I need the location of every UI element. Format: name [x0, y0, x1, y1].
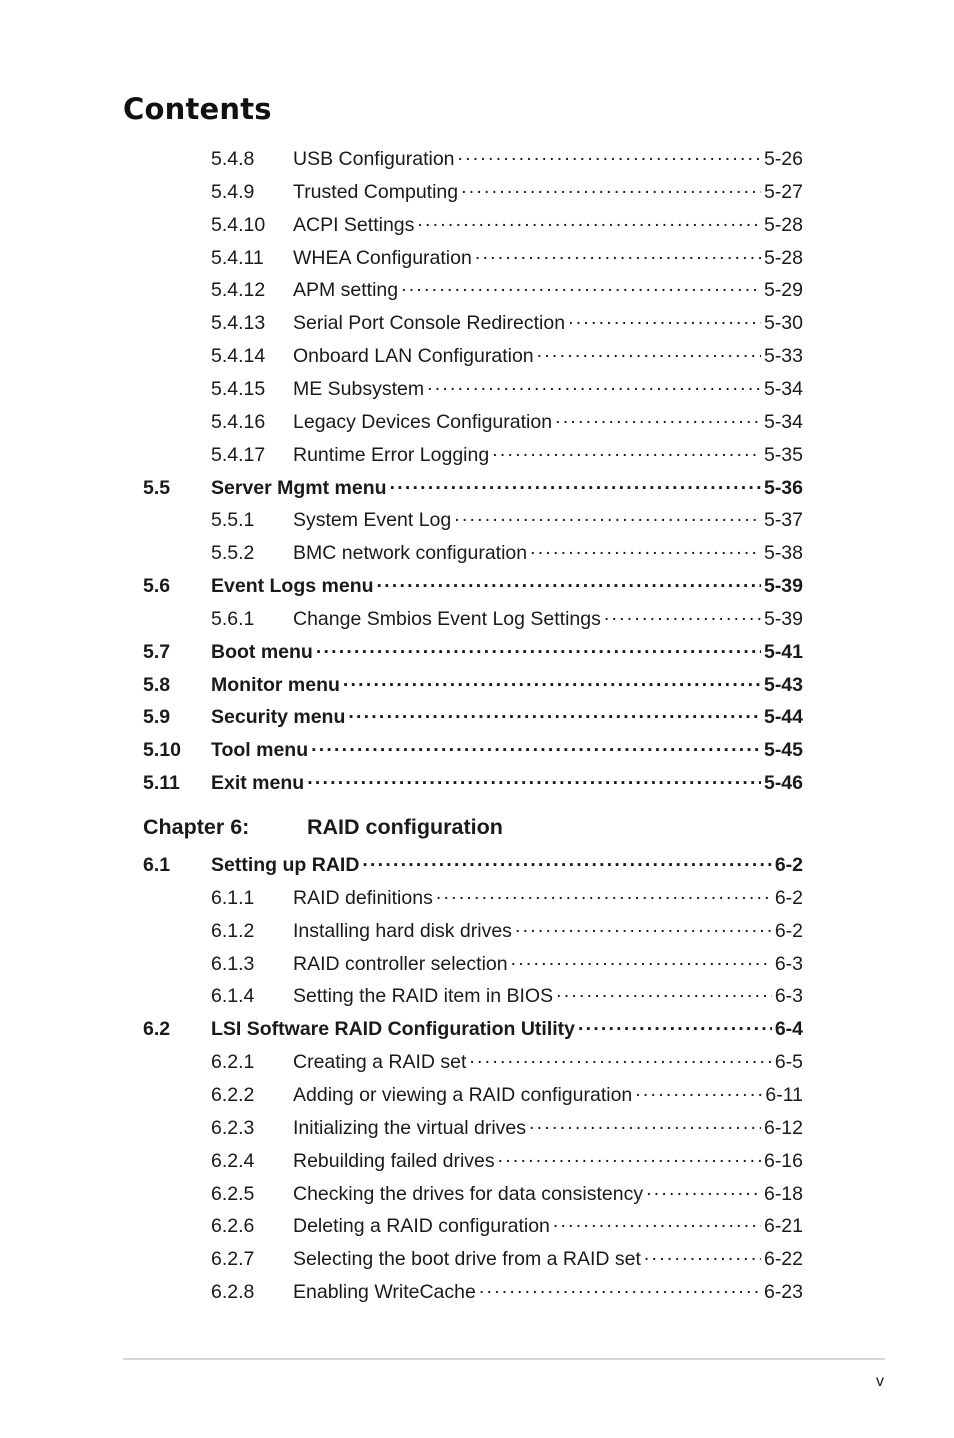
- toc-section-row[interactable]: [0, 637, 954, 667]
- toc-entry-title: Enabling WriteCache: [293, 1281, 476, 1304]
- toc-entry: [211, 670, 803, 700]
- toc-entry: [293, 308, 803, 338]
- toc-entry: [293, 341, 803, 371]
- toc-entry-number: 6.2.6: [211, 1215, 255, 1238]
- toc-entry-number: 5.4.15: [211, 377, 266, 400]
- toc-entry-number: 6.2.1: [211, 1051, 255, 1074]
- dot-leader: [362, 851, 771, 871]
- toc-entry-number: 6.2: [143, 1018, 171, 1041]
- toc-entry: [293, 1080, 803, 1110]
- toc-entry-number: 5.4.9: [211, 180, 255, 203]
- toc-subsection-row[interactable]: [0, 144, 954, 174]
- toc-entry-title: RAID definitions: [293, 886, 433, 909]
- toc-entry-page: 5-35: [763, 443, 803, 466]
- dot-leader: [377, 572, 761, 592]
- toc-entry-number: 5.8: [143, 673, 171, 696]
- toc-subsection-row[interactable]: [0, 210, 954, 240]
- dot-leader: [458, 145, 761, 165]
- toc-subsection-row[interactable]: [0, 341, 954, 371]
- toc-entry-title: WHEA Configuration: [293, 246, 472, 269]
- dot-leader: [348, 703, 761, 723]
- chapter-name: RAID configuration: [307, 815, 503, 839]
- toc-entry: [293, 440, 803, 470]
- dot-leader: [529, 1114, 761, 1134]
- toc-section-row[interactable]: [0, 1014, 954, 1044]
- toc-entry-page: 5-43: [763, 673, 803, 696]
- dot-leader: [307, 769, 761, 789]
- toc-entry-number: 6.2.8: [211, 1281, 255, 1304]
- toc-entry: [211, 637, 803, 667]
- dot-leader: [635, 1081, 762, 1101]
- toc-entry-number: 5.6.1: [211, 607, 255, 630]
- toc-entry-number: 6.2.2: [211, 1083, 255, 1106]
- toc-entry-title: Tool menu: [211, 739, 309, 762]
- toc-entry-number: 6.2.3: [211, 1116, 255, 1139]
- toc-subsection-row[interactable]: [0, 1113, 954, 1143]
- toc-subsection-row[interactable]: [0, 407, 954, 437]
- toc-entry-page: 5-28: [763, 246, 803, 269]
- dot-leader: [436, 884, 772, 904]
- toc-entry: [211, 473, 803, 503]
- toc-entry-title: Server Mgmt menu: [211, 476, 387, 499]
- toc-entry-page: 5-28: [763, 213, 803, 236]
- toc-section-row[interactable]: [0, 735, 954, 765]
- toc-entry-number: 6.1.4: [211, 985, 255, 1008]
- toc-entry-title: ME Subsystem: [293, 377, 425, 400]
- toc-entry-title: Setting up RAID: [211, 854, 360, 876]
- toc-entry-title: Security menu: [211, 706, 346, 729]
- chapter-label: Chapter 6:: [143, 815, 250, 839]
- toc-section-row[interactable]: [0, 473, 954, 503]
- toc-entry-page: 5-36: [763, 476, 803, 499]
- toc-entry-page: 6-12: [763, 1116, 803, 1139]
- toc-entry: [293, 1146, 803, 1176]
- toc-subsection-row[interactable]: [0, 981, 954, 1011]
- toc-entry-number: 5.9: [143, 706, 171, 729]
- toc-section-row[interactable]: [0, 850, 954, 880]
- toc-subsection-row[interactable]: [0, 604, 954, 634]
- dot-leader: [568, 309, 761, 329]
- toc-entry-number: 5.5: [143, 476, 171, 499]
- toc-entry: [293, 1113, 803, 1143]
- toc-subsection-row[interactable]: [0, 1179, 954, 1209]
- toc-entry-number: 6.2.4: [211, 1149, 255, 1172]
- toc-entry: [293, 949, 803, 979]
- toc-entry: [293, 177, 803, 207]
- toc-section-row[interactable]: [0, 768, 954, 798]
- toc-entry-number: 5.5.1: [211, 509, 255, 532]
- toc-subsection-row[interactable]: [0, 1146, 954, 1176]
- toc-entry-page: 5-34: [763, 377, 803, 400]
- toc-entry-number: 5.4.11: [211, 246, 264, 269]
- toc-entry-title: BMC network configuration: [293, 542, 528, 565]
- toc-entry: [293, 374, 803, 404]
- dot-leader: [498, 1147, 761, 1167]
- toc-entry-page: 6-4: [774, 1018, 803, 1041]
- dot-leader: [461, 178, 761, 198]
- toc-subsection-row[interactable]: [0, 1211, 954, 1241]
- toc-entry-title: Adding or viewing a RAID configuration: [293, 1083, 633, 1106]
- toc-entry-page: 5-39: [763, 575, 803, 598]
- toc-entry-title: Legacy Devices Configuration: [293, 410, 553, 433]
- toc-entry-page: 6-18: [763, 1182, 803, 1205]
- toc-entry-title: Deleting a RAID configuration: [293, 1215, 550, 1238]
- dot-leader: [343, 671, 761, 691]
- toc-entry-page: 5-30: [763, 312, 803, 335]
- dot-leader: [475, 244, 761, 264]
- toc-entry-title: Checking the drives for data consistency: [293, 1182, 644, 1205]
- toc-entry-number: 6.2.7: [211, 1248, 255, 1271]
- toc-entry-page: 6-21: [763, 1215, 803, 1238]
- toc-entry-page: 5-39: [763, 607, 803, 630]
- toc-entry-number: 5.4.17: [211, 443, 266, 466]
- toc-subsection-row[interactable]: [0, 308, 954, 338]
- toc-entry: [293, 604, 803, 634]
- toc-subsection-row[interactable]: [0, 177, 954, 207]
- toc-entry-number: 6.1.2: [211, 919, 255, 942]
- toc-entry-page: 6-23: [763, 1281, 803, 1304]
- footer-rule: [123, 1358, 885, 1360]
- toc-entry-title: Runtime Error Logging: [293, 443, 490, 466]
- toc-entry-page: 6-5: [774, 1051, 803, 1074]
- toc-subsection-row[interactable]: [0, 1244, 954, 1274]
- toc-entry-title: Event Logs menu: [211, 575, 374, 598]
- toc-entry-number: 5.4.16: [211, 410, 266, 433]
- toc-entry-title: Selecting the boot drive from a RAID set: [293, 1248, 641, 1271]
- toc-entry-title: ACPI Settings: [293, 213, 415, 236]
- dot-leader: [537, 342, 761, 362]
- toc-entry: [293, 1244, 803, 1274]
- toc-entry: [293, 538, 803, 568]
- toc-entry-page: 5-46: [763, 772, 803, 795]
- toc-entry-number: 5.4.13: [211, 312, 266, 335]
- toc-entry-title: Setting the RAID item in BIOS: [293, 985, 554, 1008]
- toc-section-row[interactable]: [0, 670, 954, 700]
- toc-entry-title: USB Configuration: [293, 148, 455, 170]
- toc-entry: [293, 1277, 803, 1307]
- toc-entry-title: Onboard LAN Configuration: [293, 345, 534, 368]
- toc-entry: [293, 505, 803, 535]
- toc-entry-number: 5.10: [143, 739, 181, 762]
- toc-subsection-row[interactable]: [0, 1047, 954, 1077]
- dot-leader: [469, 1048, 771, 1068]
- toc-entry: [211, 768, 803, 798]
- toc-entry-title: APM setting: [293, 279, 399, 302]
- toc-subsection-row[interactable]: [0, 275, 954, 305]
- toc-subsection-row[interactable]: [0, 1080, 954, 1110]
- dot-leader: [401, 276, 761, 296]
- toc-entry: [293, 144, 803, 174]
- toc-subsection-row[interactable]: [0, 1277, 954, 1307]
- dot-leader: [530, 539, 761, 559]
- toc-entry-title: Change Smbios Event Log Settings: [293, 607, 601, 630]
- toc-entry-number: 6.2.5: [211, 1182, 255, 1205]
- toc-section-row[interactable]: [0, 571, 954, 601]
- toc-entry: [293, 916, 803, 946]
- dot-leader: [646, 1180, 761, 1200]
- toc-entry-page: 6-22: [763, 1248, 803, 1271]
- toc-entry-number: 5.4.12: [211, 279, 266, 302]
- toc-entry-number: 5.4.14: [211, 345, 266, 368]
- dot-leader: [644, 1245, 761, 1265]
- toc-entry-page: 5-41: [763, 640, 803, 663]
- dot-leader: [492, 441, 761, 461]
- toc-entry: [293, 883, 803, 913]
- toc-entry: [293, 981, 803, 1011]
- toc-entry-title: Boot menu: [211, 640, 313, 663]
- dot-leader: [390, 474, 761, 494]
- toc-entry-number: 5.11: [143, 772, 180, 795]
- toc-entry: [211, 850, 803, 880]
- toc-entry-page: 6-11: [765, 1083, 803, 1106]
- toc-entry-page: 5-33: [763, 345, 803, 368]
- toc-entry-number: 5.4.10: [211, 213, 266, 236]
- toc-entry: [293, 210, 803, 240]
- toc-entry-number: 5.5.2: [211, 542, 255, 565]
- page-number: v: [876, 1373, 884, 1390]
- toc-entry-page: 5-26: [763, 148, 803, 170]
- toc-subsection-row[interactable]: [0, 538, 954, 568]
- toc-entry-page: 5-38: [763, 542, 803, 565]
- toc-entry-title: LSI Software RAID Configuration Utility: [211, 1018, 575, 1041]
- toc-entry-page: 6-3: [774, 985, 803, 1008]
- toc-entry-title: Monitor menu: [211, 673, 340, 696]
- toc-entry-page: 6-3: [774, 952, 803, 975]
- toc-entry: [211, 702, 803, 732]
- toc-subsection-row[interactable]: [0, 440, 954, 470]
- toc-entry-number: 5.6: [143, 575, 171, 598]
- toc-section-row[interactable]: [0, 702, 954, 732]
- toc-subsection-row[interactable]: [0, 883, 954, 913]
- toc-entry-page: 6-2: [774, 854, 803, 876]
- toc-entry-number: 5.4.8: [211, 148, 255, 170]
- dot-leader: [479, 1278, 761, 1298]
- dot-leader: [511, 950, 772, 970]
- dot-leader: [556, 982, 772, 1002]
- toc-entry-title: Serial Port Console Redirection: [293, 312, 566, 335]
- toc-entry-title: Trusted Computing: [293, 180, 459, 203]
- toc-entry-title: Rebuilding failed drives: [293, 1149, 495, 1172]
- toc-entry: [211, 571, 803, 601]
- dot-leader: [604, 605, 761, 625]
- toc-entry-page: 5-34: [763, 410, 803, 433]
- dot-leader: [427, 375, 761, 395]
- toc-entry: [211, 735, 803, 765]
- toc-subsection-row[interactable]: [0, 374, 954, 404]
- toc-entry-page: 5-37: [763, 509, 803, 532]
- dot-leader: [555, 408, 761, 428]
- toc-entry-title: RAID controller selection: [293, 952, 508, 975]
- dot-leader: [454, 506, 761, 526]
- dot-leader: [578, 1015, 772, 1035]
- toc-entry-page: 5-29: [763, 279, 803, 302]
- toc-subsection-row[interactable]: [0, 916, 954, 946]
- toc-entry: [293, 407, 803, 437]
- dot-leader: [417, 211, 761, 231]
- toc-entry: [293, 1047, 803, 1077]
- dot-leader: [316, 638, 761, 658]
- toc-entry-title: Creating a RAID set: [293, 1051, 467, 1074]
- toc-subsection-row[interactable]: [0, 505, 954, 535]
- toc-entry-number: 6.1.3: [211, 952, 255, 975]
- toc-entry: [293, 1179, 803, 1209]
- toc-entry-page: 6-16: [763, 1149, 803, 1172]
- toc-entry-number: 6.1: [143, 854, 171, 876]
- toc-entry-page: 5-44: [763, 706, 803, 729]
- page-title: Contents: [123, 92, 272, 126]
- toc-entry-page: 5-27: [763, 180, 803, 203]
- dot-leader: [553, 1212, 761, 1232]
- toc-entry-page: 6-2: [774, 886, 803, 909]
- toc-entry-title: System Event Log: [293, 509, 452, 532]
- toc-entry: [293, 275, 803, 305]
- toc-entry-page: 5-45: [763, 739, 803, 762]
- toc-subsection-row[interactable]: [0, 243, 954, 273]
- toc-entry: [211, 1014, 803, 1044]
- toc-entry-number: 5.7: [143, 640, 171, 663]
- dot-leader: [311, 736, 761, 756]
- toc-entry-page: 6-2: [774, 919, 803, 942]
- dot-leader: [515, 917, 772, 937]
- toc-entry-number: 6.1.1: [211, 886, 255, 909]
- toc-subsection-row[interactable]: [0, 949, 954, 979]
- toc-entry: [293, 243, 803, 273]
- toc-entry-title: Installing hard disk drives: [293, 919, 512, 942]
- toc-entry: [293, 1211, 803, 1241]
- toc-entry-title: Exit menu: [211, 772, 305, 795]
- toc-entry-title: Initializing the virtual drives: [293, 1116, 527, 1139]
